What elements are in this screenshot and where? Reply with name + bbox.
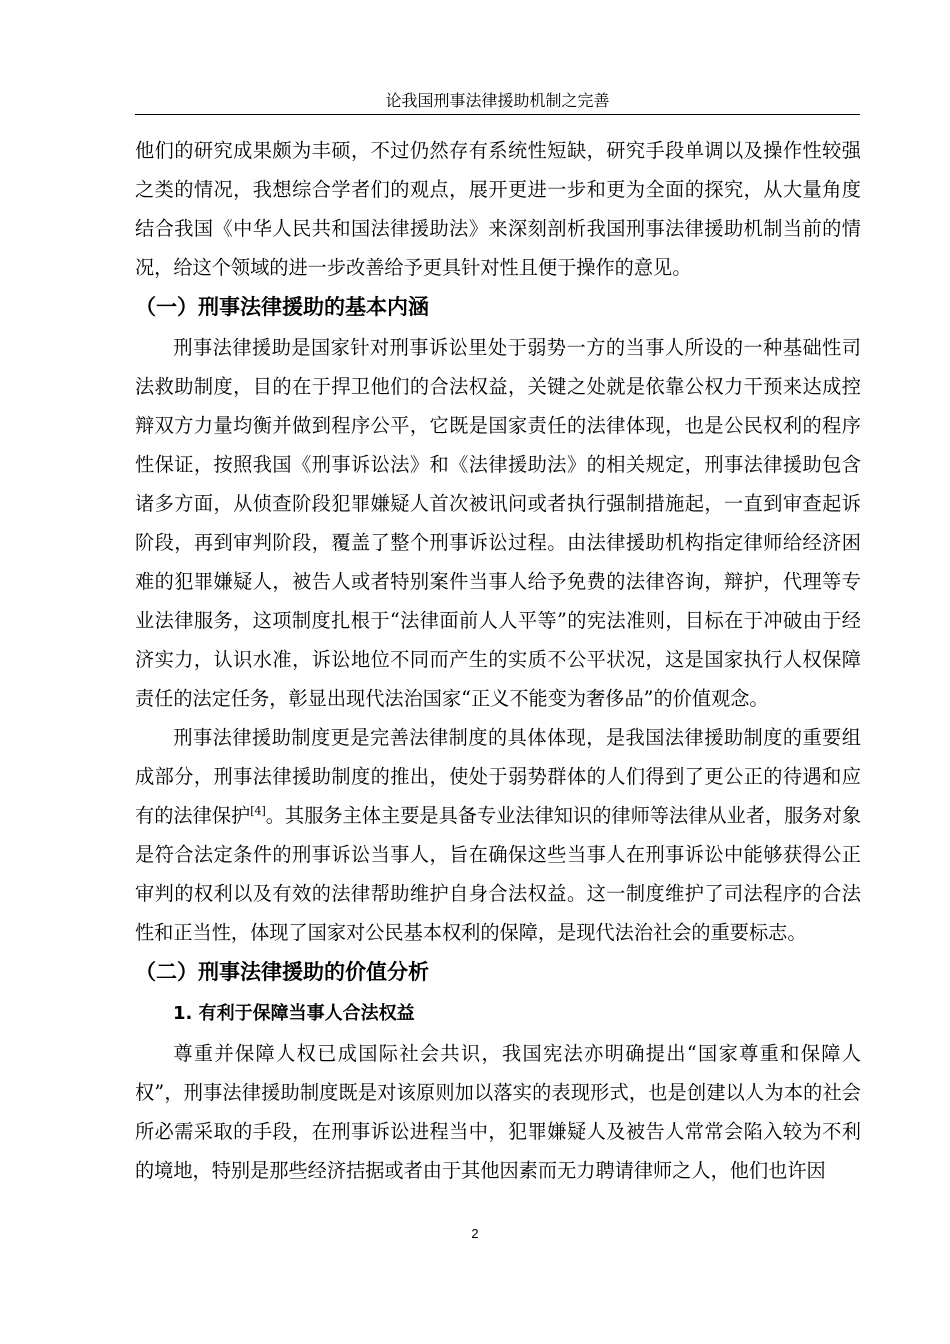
paragraph-system-embodiment xyxy=(135,718,861,952)
section-heading-value-analysis: （二）刑事法律援助的价值分析 xyxy=(135,960,429,984)
section-heading-basic-connotation: （一）刑事法律援助的基本内涵 xyxy=(135,295,429,319)
paragraph-text-part1: 刑事法律援助制度更是完善法律制度的具体体现，是我国法律援助制度的重要组成部分，刑事法律援助制度的推出，使处于弱势群体的人们得到了更公正的待遇和应有的法律保护 xyxy=(135,726,861,827)
paragraph-definition: 刑事法律援助是国家针对刑事诉讼里处于弱势一方的当事人所设的一种基础性司法救助制度，目的在于捍卫他们的合法权益，关键之处就是依靠公权力干预来达成控辩双方力量均衡并做到程序公平，它既是国家责任的法律体现，也是公民权利的程序性保证，按照我国《刑事诉讼法》和《法律援助法》的相关规定，刑事法律援助包含诸多方面，从侦查阶段犯罪嫌疑人首次被讯问或者执行强制措施起，一直到审查起诉阶段，再到审判阶段，覆盖了整个刑事诉讼过程。由法律援助机构指定律师给经济困难的犯罪嫌疑人，被告人或者特别案件当事人给予免费的法律咨询，辩护，代理等专业法律服务，这项制度扎根于“法律面前人人平等”的宪法准则，目标在于冲破由于经济实力，认识水准，诉讼地位不同而产生的实质不公平状况，这是国家执行人权保障责任的法定任务，彰显出现代法治国家“正义不能变为奢侈品”的价值观念。 xyxy=(135,336,861,710)
subsection-heading-rights: 1. 有利于保障当事人合法权益 xyxy=(173,1003,415,1024)
page-number: 2 xyxy=(471,1226,479,1241)
paragraph-human-rights: 尊重并保障人权已成国际社会共识，我国宪法亦明确提出“国家尊重和保障人权”，刑事法律援助制度既是对该原则加以落实的表现形式，也是创建以人为本的社会所必需采取的手段，在刑事诉讼进程当中，犯罪嫌疑人及被告人常常会陷入较为不利的境地，特别是那些经济拮据或者由于其他因素而无力聘请律师之人，他们也许因 xyxy=(135,1042,861,1182)
paragraph-text-part2: 。其服务主体主要是具备专业法律知识的律师等法律从业者，服务对象是符合法定条件的刑事诉讼当事人，旨在确保这些当事人在刑事诉讼中能够获得公正审判的权利以及有效的法律帮助维护自身合法权益。这一制度维护了司法程序的合法性和正当性，体现了国家对公民基本权利的保障，是现代法治社会的重要标志。 xyxy=(135,804,862,944)
paragraph-continued: 他们的研究成果颇为丰硕，不过仍然存有系统性短缺，研究手段单调以及操作性较强之类的情况，我想综合学者们的观点，展开更进一步和更为全面的探究，从大量角度结合我国《中华人民共和国法律援助法》来深刻剖析我国刑事法律援助机制当前的情况，给这个领域的进一步改善给予更具针对性且便于操作的意见。 xyxy=(135,139,861,279)
citation-ref: [4] xyxy=(250,804,266,818)
running-header: 论我国刑事法律援助机制之完善 xyxy=(135,88,860,115)
document-body xyxy=(135,131,861,1190)
